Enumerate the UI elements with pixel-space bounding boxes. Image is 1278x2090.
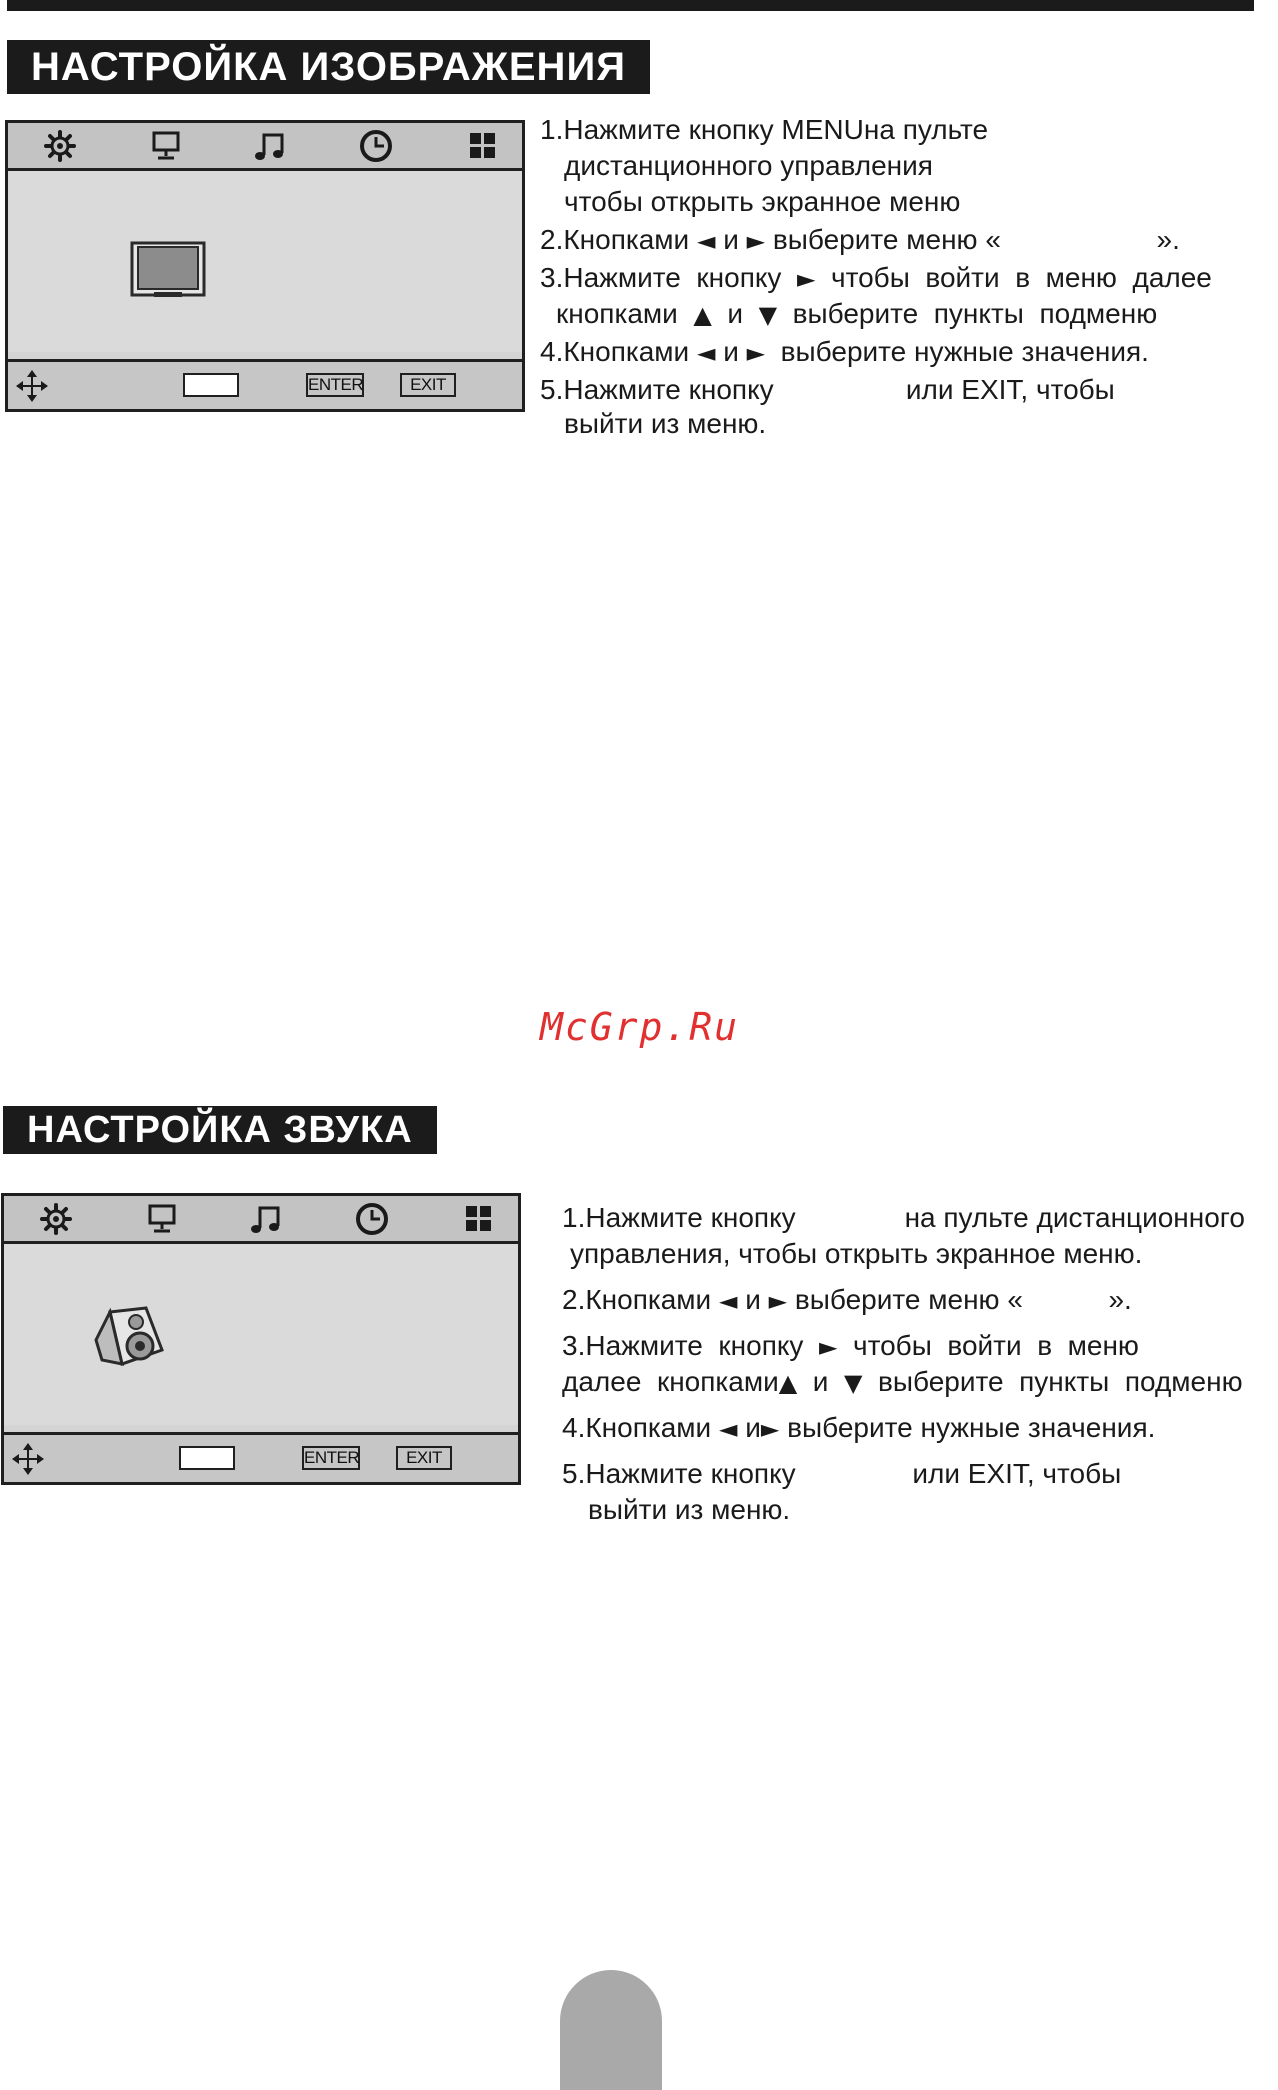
left-arrow-icon: ◄ <box>718 1287 738 1315</box>
footer-blank-box <box>179 1446 235 1470</box>
step-1-line-2: управления, чтобы открыть экранное меню. <box>570 1238 1143 1269</box>
footer-blank-box <box>183 373 239 397</box>
step-5-line: 5.Нажмите кнопку или EXIT, чтобы <box>540 374 1115 405</box>
down-arrow-icon: ▼ <box>843 1369 863 1397</box>
step-1-line-2: дистанционного управления <box>564 150 933 181</box>
step-2-line: 2.Кнопками ◄ и ► выберите меню « ». <box>562 1284 1132 1315</box>
right-arrow-icon: ► <box>818 1333 838 1361</box>
monitor-icon[interactable] <box>142 1202 182 1236</box>
step-1-line: 1.Нажмите кнопку на пульте дистанционного <box>562 1202 1245 1233</box>
right-arrow-icon: ► <box>796 265 816 293</box>
music-note-icon[interactable] <box>246 1202 286 1236</box>
left-arrow-icon: ◄ <box>718 1415 738 1443</box>
up-arrow-icon: ▲ <box>693 301 712 329</box>
left-arrow-icon: ◄ <box>696 339 716 367</box>
osd-tab-bar <box>4 1196 518 1244</box>
step-1-line-3: чтобы открыть экранное меню <box>564 186 961 217</box>
clock-icon[interactable] <box>356 129 396 163</box>
enter-button[interactable]: ENTER <box>302 1446 360 1470</box>
monitor-icon[interactable] <box>146 129 186 163</box>
osd-content-area <box>8 171 522 352</box>
watermark-text: McGrp.Ru <box>540 1005 740 1049</box>
right-arrow-icon: ► <box>746 227 766 255</box>
picture-osd-menu <box>5 120 525 412</box>
gear-icon[interactable] <box>36 1202 76 1236</box>
osd-footer <box>4 1432 518 1482</box>
sound-settings-heading: НАСТРОЙКА ЗВУКА <box>3 1106 437 1154</box>
clock-icon[interactable] <box>352 1202 392 1236</box>
osd-content-area <box>4 1244 518 1425</box>
step-5-line-2: выйти из меню. <box>564 408 767 439</box>
gear-icon[interactable] <box>40 129 80 163</box>
top-rule <box>7 0 1254 11</box>
right-arrow-icon: ► <box>768 1287 788 1315</box>
speaker-icon <box>92 1306 168 1377</box>
step-2-line: 2.Кнопками ◄ и ► выберите меню « ». <box>540 224 1180 255</box>
picture-settings-heading: НАСТРОЙКА ИЗОБРАЖЕНИЯ <box>7 40 650 94</box>
right-arrow-icon: ► <box>746 339 766 367</box>
up-arrow-icon: ▲ <box>778 1369 798 1397</box>
down-arrow-icon: ▼ <box>758 301 778 329</box>
step-4-line: 4.Кнопками ◄ и ► выберите нужные значения. <box>540 336 1149 367</box>
exit-button[interactable]: EXIT <box>400 373 456 397</box>
step-3-line-2: далее кнопками▲ и ▼ выберите пункты подменю <box>562 1366 1243 1397</box>
enter-button[interactable]: ENTER <box>306 373 364 397</box>
osd-tab-bar <box>8 123 522 171</box>
four-way-arrows-icon <box>10 1441 46 1477</box>
music-note-icon[interactable] <box>250 129 290 163</box>
step-3-line-2: кнопками ▲ и ▼ выберите пункты подменю <box>556 298 1158 329</box>
step-3-line: 3.Нажмите кнопку ► чтобы войти в меню <box>562 1330 1139 1361</box>
step-4-line: 4.Кнопками ◄ и► выберите нужные значения. <box>562 1412 1156 1443</box>
step-1-line: 1.Нажмите кнопку MENUна пульте <box>540 114 989 145</box>
menu-key-label: MENU <box>781 114 864 145</box>
page-number-tab <box>560 1970 662 2090</box>
left-arrow-icon: ◄ <box>696 227 716 255</box>
four-way-arrows-icon <box>14 368 50 404</box>
osd-footer <box>8 359 522 409</box>
step-3-line: 3.Нажмите кнопку ► чтобы войти в меню далее <box>540 262 1212 293</box>
grid-icon[interactable] <box>462 129 502 163</box>
right-arrow-icon: ► <box>760 1415 780 1443</box>
step-5-line-2: выйти из меню. <box>588 1494 791 1525</box>
grid-icon[interactable] <box>458 1202 498 1236</box>
sound-osd-menu <box>1 1193 521 1485</box>
exit-button[interactable]: EXIT <box>396 1446 452 1470</box>
tv-screen-icon <box>130 241 206 304</box>
step-5-line: 5.Нажмите кнопку или EXIT, чтобы <box>562 1458 1122 1489</box>
